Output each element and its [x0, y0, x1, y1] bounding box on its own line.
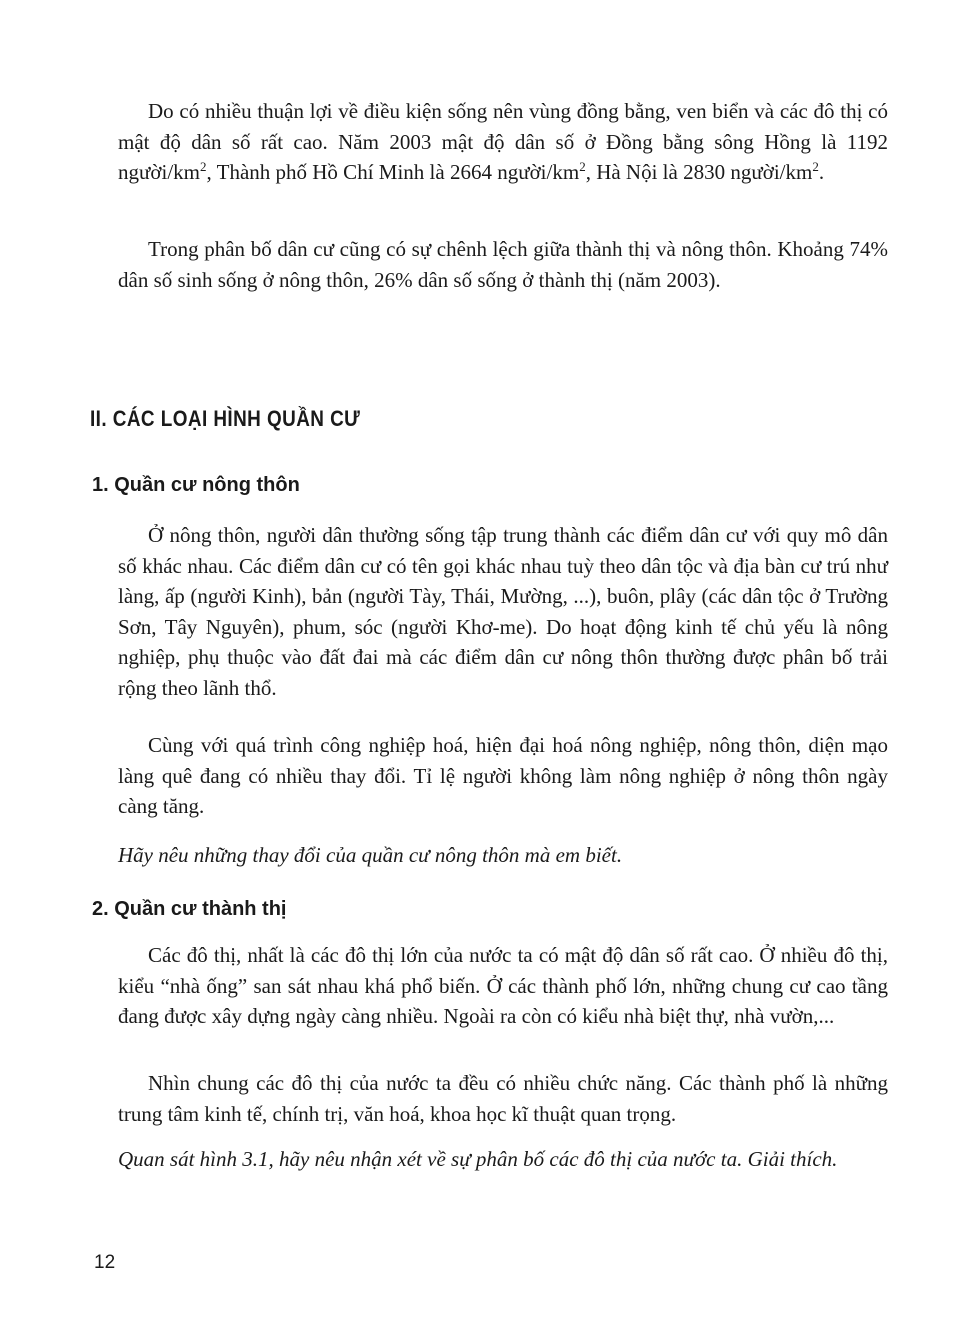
urban-settlement-heading: 2. Quần cư thành thị	[92, 898, 287, 920]
urban-paragraph-2: Nhìn chung các đô thị của nước ta đều có nhiều chức năng. Các thành phố là những trung tâm kinh tế, chính trị, văn hoá, khoa học kĩ thuật quan trọng.	[118, 1071, 888, 1126]
urban-question: Quan sát hình 3.1, hãy nêu nhận xét về sự phân bố các đô thị của nước ta. Giải thích.	[118, 1147, 838, 1171]
rural-paragraph-2: Cùng với quá trình công nghiệp hoá, hiện đại hoá nông nghiệp, nông thôn, diện mạo làng quê đang có nhiều thay đổi. Tỉ lệ người không làm nông nghiệp ở nông thôn ngày càng tăng.	[118, 733, 888, 818]
intro-paragraph-density: Do có nhiều thuận lợi về điều kiện sống nên vùng đồng bằng, ven biển và các đô thị có mật độ dân số rất cao. Năm 2003 mật độ dân số ở Đồng bằng sông Hồng là 1192 người/$km^2$, Thành phố Hồ Chí Minh là 2664 người/$km^2$, Hà Nội là 2830 người/$km^2$.	[118, 99, 888, 184]
section-heading: II. CÁC LOẠI HÌNH QUẦN CƯ	[90, 406, 361, 431]
rural-settlement-heading: 1. Quần cư nông thôn	[92, 474, 300, 496]
intro-paragraph-urban-rural: Trong phân bố dân cư cũng có sự chênh lệch giữa thành thị và nông thôn. Khoảng 74% dân số sinh sống ở nông thôn, 26% dân số sống ở thành thị (năm 2003).	[118, 237, 888, 292]
rural-question: Hãy nêu những thay đổi của quần cư nông thôn mà em biết.	[118, 843, 623, 867]
rural-paragraph-1: Ở nông thôn, người dân thường sống tập trung thành các điểm dân cư với quy mô dân số khác nhau. Các điểm dân cư có tên gọi khác nhau tuỳ theo dân tộc và địa bàn cư trú như làng, ấp (người Kinh), bản (người Tày, Thái, Mường, ...), buôn, plây (các dân tộc ở Trường Sơn, Tây Nguyên), phum, sóc (người Khơ-me). Do hoạt động kinh tế chủ yếu là nông nghiệp, phụ thuộc vào đất đai mà các điểm dân cư nông thôn thường được phân bố trải rộng theo lãnh thổ.	[118, 523, 888, 700]
page-number: 12	[94, 1252, 116, 1273]
urban-paragraph-1: Các đô thị, nhất là các đô thị lớn của nước ta có mật độ dân số rất cao. Ở nhiều đô thị, kiểu “nhà ống” san sát nhau khá phổ biến. Ở các thành phố lớn, những chung cư cao tầng đang được xây dựng ngày càng nhiều. Ngoài ra còn có kiểu nhà biệt thự, nhà vườn,...	[118, 943, 888, 1028]
